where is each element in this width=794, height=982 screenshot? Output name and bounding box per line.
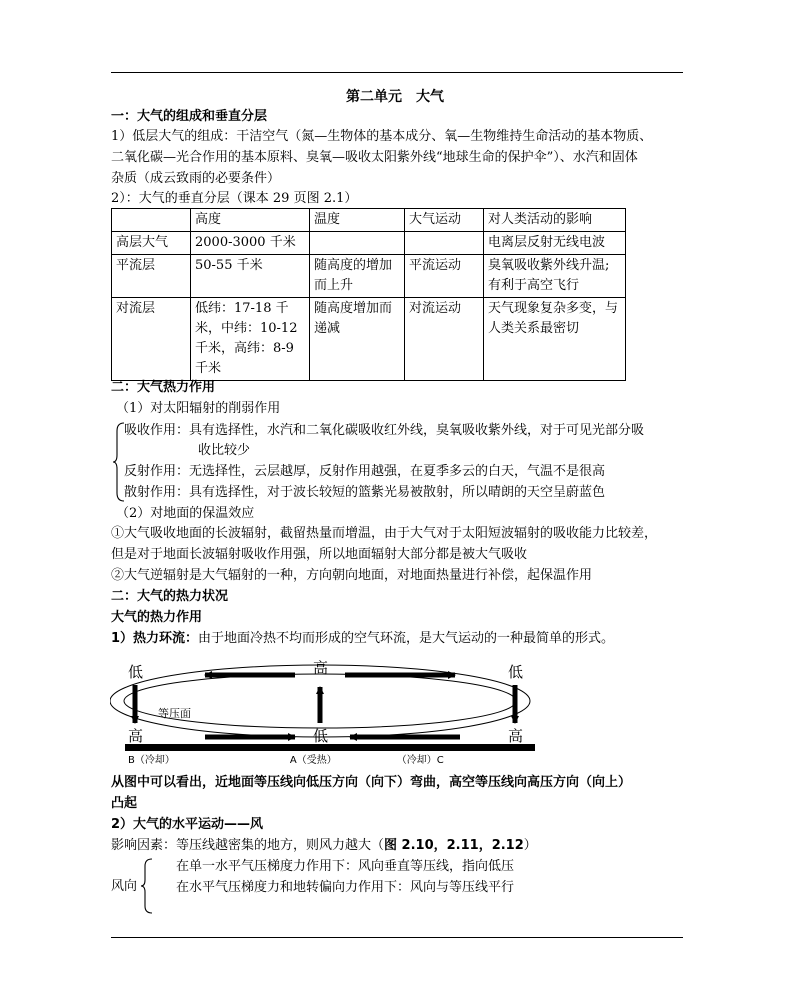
label-top-right: 低: [508, 663, 524, 681]
section-heading-3: 二：大气的热力状况: [111, 589, 229, 604]
cell-impact: 臭氧吸收紫外线升温;有利于高空飞行: [484, 255, 626, 298]
cell-temp: 随高度增加而递减: [310, 298, 405, 381]
cell-height: 50-55 千米: [191, 255, 310, 298]
label-bottom-mid: 低: [313, 727, 329, 745]
section-heading-2: 二：大气热力作用: [111, 380, 216, 395]
label-top-mid: 高: [313, 659, 329, 677]
layering-line: 2）：大气的垂直分层（课本 29 页图 2.1）: [111, 191, 358, 206]
label-top-left: 低: [128, 663, 144, 681]
conclusion-line-2: 凸起: [111, 796, 138, 811]
top-rule: [111, 72, 683, 73]
cell-motion: 平流运动: [405, 255, 484, 298]
weakening-subheading: （1）对太阳辐射的削弱作用: [116, 401, 281, 416]
curly-brace-icon: [140, 858, 154, 914]
absorption-line-2: 收比较少: [198, 443, 251, 458]
insulation-line-3: ②大气逆辐射是大气辐射的一种，方向朝向地面，对地面热量进行补偿，起保温作用: [111, 568, 593, 583]
header-cell: 温度: [310, 209, 405, 232]
table-row: [112, 298, 626, 381]
composition-line-2: 二氧化碳—光合作用的基本原料、臭氧—吸收太阳紫外线“地球生命的保护伞”）、水汽和固体: [111, 150, 638, 165]
cell-name: 高层大气: [112, 232, 191, 255]
thermal-subheading: 大气的热力作用: [111, 610, 203, 625]
conclusion-line-1: 从图中可以看出，近地面等压线向低压方向（向下）弯曲，高空等压线向高压方向（向上）: [111, 775, 632, 790]
header-cell: 对人类活动的影响: [484, 209, 626, 232]
label-bottom-left: 高: [128, 727, 144, 745]
scattering-line: 散射作用：具有选择性，对于波长较短的篮紫光易被散射，所以晴朗的天空呈蔚蓝色: [124, 485, 606, 500]
header-cell: 高度: [191, 209, 310, 232]
cell-name: 对流层: [112, 298, 191, 381]
page-title: 第二单元 大气: [346, 89, 444, 105]
factor-close: ）: [523, 838, 537, 853]
reflection-line: 反射作用：无选择性，云层越厚，反射作用越强，在夏季多云的白天，气温不是很高: [124, 464, 606, 479]
table-row: [112, 232, 626, 255]
cell-temp: [310, 232, 405, 255]
cell-temp: 随高度的增加而上升: [310, 255, 405, 298]
thermal-circulation-diagram: [110, 655, 550, 765]
factor-figures: 图 2.10，2.11，2.12: [384, 838, 524, 853]
composition-line-3: 杂质（成云致雨的必要条件）: [111, 171, 281, 186]
label-bottom-right: 高: [508, 727, 524, 745]
cell-motion: 对流运动: [405, 298, 484, 381]
factor-text: 影响因素：等压线越密集的地方，则风力越大（: [111, 838, 385, 853]
circulation-label: 1）热力环流：: [111, 631, 199, 646]
cell-height: 2000-3000 千米: [191, 232, 310, 255]
cell-impact: 天气现象复杂多变，与人类关系最密切: [484, 298, 626, 381]
wind-direction-label: 风向: [111, 879, 138, 894]
wind-case-b: 在水平气压梯度力和地转偏向力作用下：风向与等压线平行: [176, 880, 515, 895]
ground-labels: B（冷却） A（受热） （冷却）C: [128, 755, 444, 765]
wind-heading: 2）大气的水平运动——风: [111, 817, 264, 832]
cell-height: 低纬：17-18 千米，中纬：10-12 千米，高纬：8-9 千米: [191, 298, 310, 381]
thermal-circulation-line: [111, 630, 614, 647]
header-cell: [112, 209, 191, 232]
label-isobar: 等压面: [158, 707, 191, 720]
absorption-line-1: 吸收作用：具有选择性，水汽和二氧化碳吸收红外线，臭氧吸收紫外线，对于可见光部分吸: [124, 423, 645, 438]
insulation-line-2: 但是对于地面长波辐射吸收作用强，所以地面辐射大部分都是被大气吸收: [111, 547, 528, 562]
atmosphere-layers-table: [111, 208, 626, 381]
insulation-subheading: （2）对地面的保温效应: [116, 506, 255, 521]
cell-name: 平流层: [112, 255, 191, 298]
cell-impact: 电离层反射无线电波: [484, 232, 626, 255]
insulation-line-1: ①大气吸收地面的长波辐射，截留热量而增温，由于大气对于太阳短波辐射的吸收能力比较差，: [111, 526, 658, 541]
cell-motion: [405, 232, 484, 255]
bottom-rule: [111, 937, 683, 938]
header-cell: 大气运动: [405, 209, 484, 232]
circulation-text: 由于地面冷热不均而形成的空气环流，是大气运动的一种最简单的形式。: [198, 631, 615, 646]
table-row: [112, 255, 626, 298]
table-header-row: [112, 209, 626, 232]
wind-factor-line: [111, 837, 537, 854]
composition-line-1: 1）低层大气的组成：干洁空气（氮—生物体的基本成分、氧—生物维持生命活动的基本物质、: [111, 129, 653, 144]
ground-bar: [125, 744, 535, 751]
section-heading-1: 一：大气的组成和垂直分层: [111, 109, 268, 124]
wind-case-a: 在单一水平气压梯度力作用下：风向垂直等压线，指向低压: [176, 859, 515, 874]
